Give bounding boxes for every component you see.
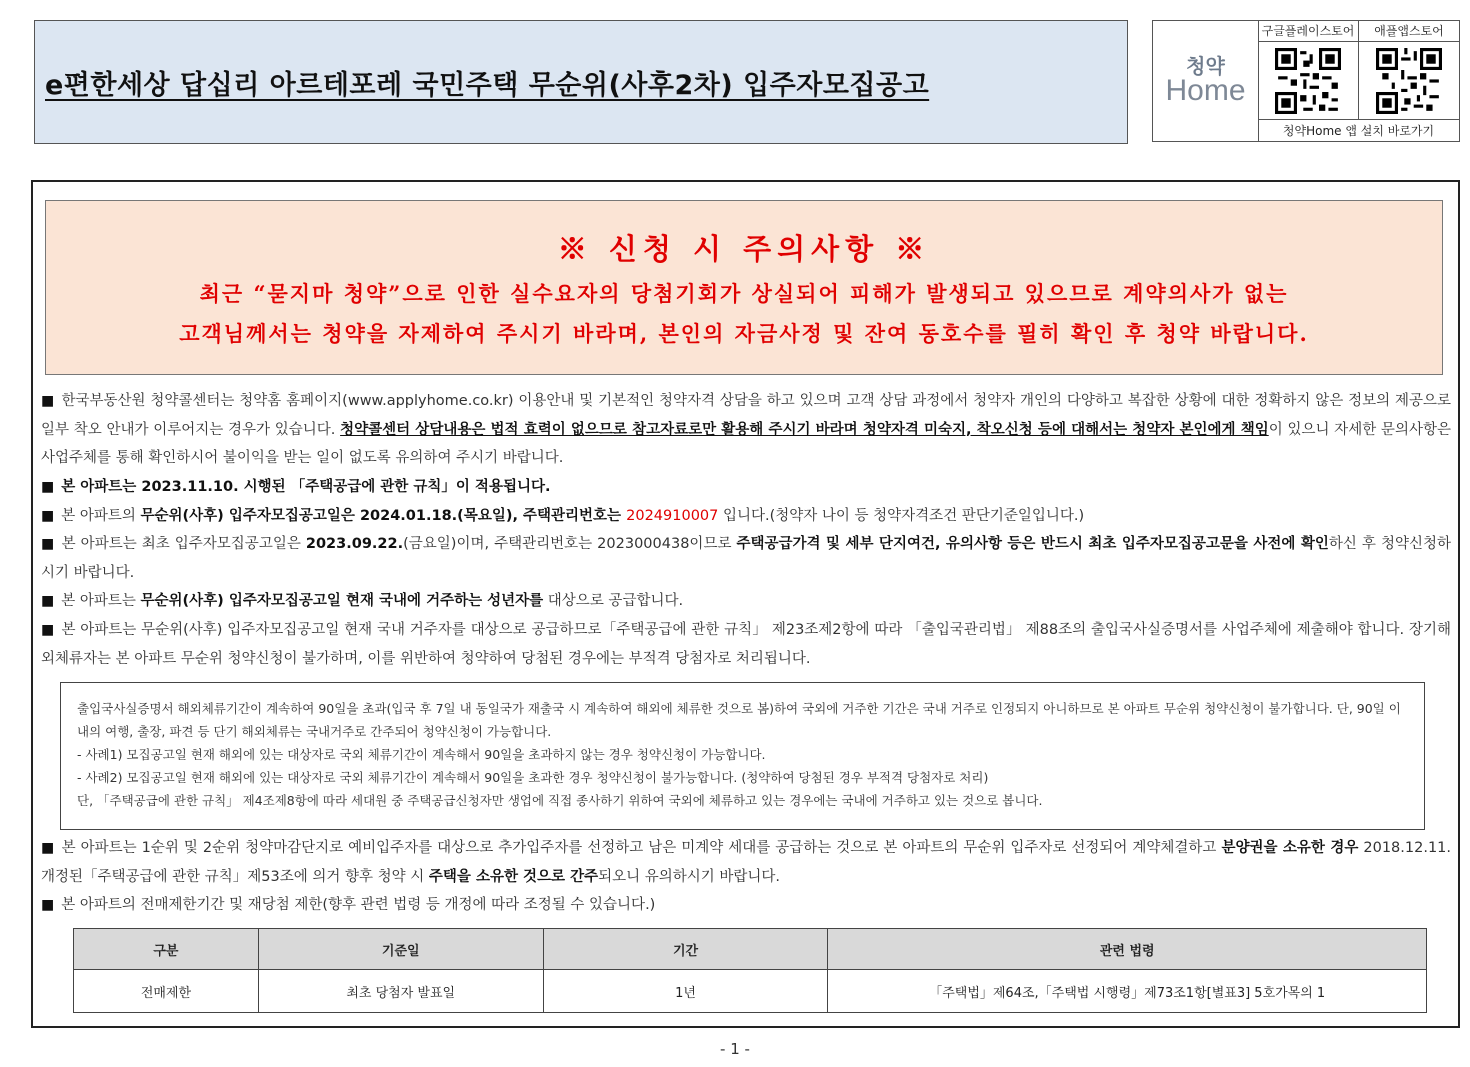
- apple-store-qr-icon[interactable]: [1376, 48, 1442, 114]
- resale-restriction-table: [73, 928, 1427, 1013]
- notice-presale-ownership: ■ 본 아파트는 1순위 및 2순위 청약마감단지로 예비입주자를 대상으로 추가입주자를 선정하고 남은 미계약 세대를 공급하는 것으로 본 아파트의 무순위 입주자로 선정되어 계약체결하고 분양권을 소유한 경우 2018.12.11. 개정된「주택공급에 관한 규칙」제53조에 의거 향후 청약 시 주택을 소유한 것으로 간주되오니 유의하시기 바랍니다.: [41, 840, 1451, 885]
- table-header: 관련 법령: [828, 929, 1427, 970]
- app-install-box: [1152, 20, 1460, 142]
- table-cell: 1년: [543, 970, 828, 1013]
- table-header: 기간: [543, 929, 828, 970]
- table-header: 구분: [74, 929, 259, 970]
- apple-store-label: 애플앱스토어: [1359, 21, 1459, 42]
- main-content: [31, 180, 1460, 1028]
- bullet-square-icon: ■: [41, 536, 55, 552]
- bullet-square-icon: ■: [41, 479, 55, 495]
- note-line-1: 출입국사실증명서 해외체류기간이 계속하여 90일을 초과(입국 후 7일 내 동일국가 재출국 시 계속하여 해외에 체류한 것으로 봄)하여 국외에 거주한 기간은 국내 거주로 인정되지 아니하므로 본 아파트 무순위 청약신청이 불가합니다. 단, 90일 이내의 여행, 출장, 파견 등 단기 해외체류는 국내거주로 간주되어 청약신청이 가능합니다.: [77, 701, 1401, 739]
- app-install-link[interactable]: 청약Home 앱 설치 바로가기: [1258, 119, 1459, 142]
- note-line-2: - 사례1) 모집공고일 현재 해외에 있는 대상자로 국외 체류기간이 계속해서 90일을 초과하지 않는 경우 청약신청이 가능합니다.: [77, 747, 766, 762]
- bullet-square-icon: ■: [41, 897, 55, 913]
- table-row: [74, 970, 1427, 1013]
- bullet-square-icon: ■: [41, 393, 55, 409]
- table-header-row: [74, 929, 1427, 970]
- google-play-label: 구글플레이스토어: [1258, 21, 1358, 42]
- bullet-square-icon: ■: [41, 622, 55, 638]
- notice-announcement-date: ■ 본 아파트의 무순위(사후) 입주자모집공고일은 2024.01.18.(목요일), 주택관리번호는 2024910007 입니다.(청약자 나이 등 청약자격조건 판단기준일입니다.): [41, 508, 1085, 524]
- logo-bottom-text: Home: [1165, 74, 1246, 107]
- note-line-3: - 사례2) 모집공고일 현재 해외에 있는 대상자로 국외 체류기간이 계속해서 90일을 초과한 경우 청약신청이 불가능합니다. (청약하여 당첨된 경우 부적격 당첨자로 처리): [77, 770, 989, 785]
- bullet-square-icon: ■: [41, 508, 55, 524]
- applyhome-link[interactable]: www.applyhome.co.kr: [347, 393, 508, 409]
- warning-line-1: 최근 “묻지마 청약”으로 인한 실수요자의 당첨기회가 상실되어 피해가 발생되고 있으므로 계약의사가 없는: [199, 281, 1289, 306]
- apple-store-column: [1359, 21, 1459, 119]
- table-cell: 전매제한: [74, 970, 259, 1013]
- google-play-column: [1258, 21, 1359, 119]
- housing-management-number: 2024910007: [626, 508, 719, 524]
- notice-initial-announcement: ■ 본 아파트는 최초 입주자모집공고일은 2023.09.22.(금요일)이며, 주택관리번호는 2023000438이므로 주택공급가격 및 세부 단지여건, 유의사항 등은 반드시 최초 입주자모집공고문을 사전에 확인하신 후 청약신청하시기 바랍니다.: [41, 536, 1451, 581]
- overseas-stay-note: [60, 682, 1425, 830]
- notice-rule-applied: ■ 본 아파트는 2023.11.10. 시행된 「주택공급에 관한 규칙」이 적용됩니다.: [41, 479, 551, 495]
- page-title: e편한세상 답십리 아르테포레 국민주택 무순위(사후2차) 입주자모집공고: [45, 69, 930, 101]
- warning-line-2: 고객님께서는 청약을 자제하여 주시기 바라며, 본인의 자금사정 및 잔여 동호수를 필히 확인 후 청약 바랍니다.: [179, 321, 1309, 346]
- notice-call-center: ■ 한국부동산원 청약콜센터는 청약홈 홈페이지(www.applyhome.co.kr) 이용안내 및 기본적인 청약자격 상담을 하고 있으며 고객 상담 과정에서 청약자 개인의 다양하고 복잡한 상황에 대한 정확하지 않은 정보의 제공으로 일부 착오 안내가 이루어지는 경우가 있습니다. 청약콜센터 상담내용은 법적 효력이 없으므로 참고자료로만 활용해 주시기 바라며 청약자격 미숙지, 착오신청 등에 대해서는 청약자 본인에게 책임이 있으니 자세한 문의사항은 사업주체를 통해 확인하시어 불이익을 받는 일이 없도록 유의하여 주시기 바랍니다.: [41, 393, 1451, 466]
- bullet-square-icon: ■: [41, 840, 55, 856]
- notice-resale-restriction: ■ 본 아파트의 전매제한기간 및 재당첨 제한(향후 관련 법령 등 개정에 따라 조정될 수 있습니다.): [41, 897, 656, 913]
- page-number: - 1 -: [720, 1040, 750, 1058]
- title-banner: [34, 20, 1128, 144]
- applyhome-logo[interactable]: [1153, 21, 1259, 141]
- table-cell: 최초 당첨자 발표일: [258, 970, 543, 1013]
- table-cell: 「주택법」제64조,「주택법 시행령」제73조1항[별표3] 5호가목의 1: [828, 970, 1427, 1013]
- note-line-4: 단, 「주택공급에 관한 규칙」 제4조제8항에 따라 세대원 중 주택공급신청자만 생업에 직접 종사하기 위하여 국외에 체류하고 있는 경우에는 국내에 거주하고 있는 것으로 봅니다.: [77, 793, 1043, 808]
- bullet-square-icon: ■: [41, 593, 55, 609]
- google-play-qr-icon[interactable]: [1275, 48, 1341, 114]
- warning-title: ※ 신청 시 주의사항 ※: [557, 232, 931, 266]
- table-header: 기준일: [258, 929, 543, 970]
- notice-immigration-certificate: ■ 본 아파트는 무순위(사후) 입주자모집공고일 현재 국내 거주자를 대상으로 공급하므로「주택공급에 관한 규칙」 제23조제2항에 따라 「출입국관리법」 제88조의 출입국사실증명서를 사업주체에 제출해야 합니다. 장기해외체류자는 본 아파트 무순위 청약신청이 불가하며, 이를 위반하여 청약하여 당첨된 경우에는 부적격 당첨자로 처리됩니다.: [41, 622, 1451, 667]
- warning-box: [45, 200, 1443, 375]
- notice-eligible-residents: ■ 본 아파트는 무순위(사후) 입주자모집공고일 현재 국내에 거주하는 성년자를 대상으로 공급합니다.: [41, 593, 684, 609]
- logo-top-text: 청약: [1186, 54, 1225, 78]
